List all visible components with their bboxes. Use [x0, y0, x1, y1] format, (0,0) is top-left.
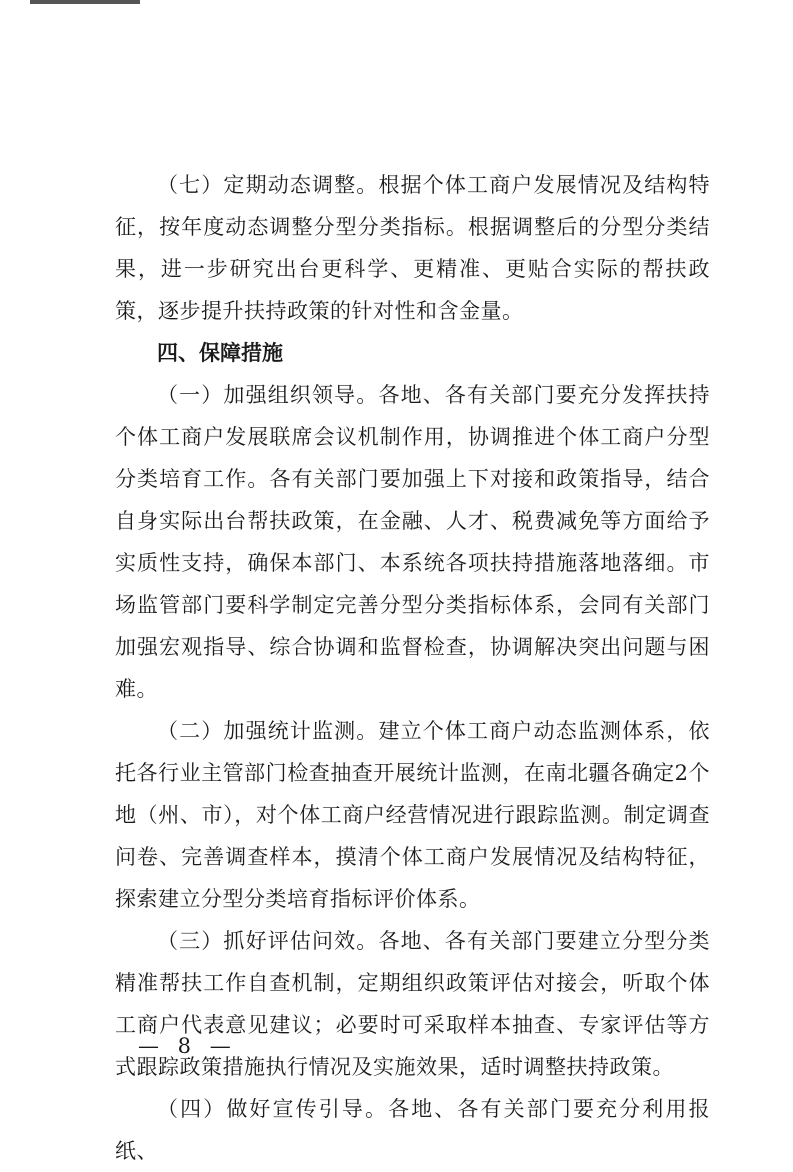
- section-heading: 四、保障措施: [157, 341, 283, 365]
- paragraph-measure-3: [115, 920, 710, 1088]
- paragraph-text: 各地、各有关部门要建立分型分类精准帮扶工作自查机制，定期组织政策评估对接会，听取个体工商户代表意见建议；必要时可采取样本抽查、专家评估等方式跟踪政策措施执行情况及实施效果，适时调整扶持政策。: [115, 929, 711, 1079]
- paragraph-measure-4: [115, 1088, 710, 1172]
- paragraph-text: 建立个体工商户动态监测体系，依托各行业主管部门检查抽查开展统计监测，在南北疆各确定2个地（州、市），对个体工商户经营情况进行跟踪监测。制定调查问卷、完善调查样本，摸清个体工商户发展情况及结构特征，探索建立分型分类培育指标评价体系。: [115, 719, 711, 911]
- paragraph-measure-2: [115, 710, 710, 920]
- paragraph-lead: （七）定期动态调整。: [157, 173, 379, 197]
- paragraph-lead: （四）做好宣传引导。: [157, 1097, 389, 1121]
- paragraph-lead: （一）加强组织领导。: [157, 383, 379, 407]
- top-edge-mark: [30, 0, 140, 4]
- document-body: [115, 164, 710, 1172]
- paragraph-text: 各地、各有关部门要充分发挥扶持个体工商户发展联席会议机制作用，协调推进个体工商户分型分类培育工作。各有关部门要加强上下对接和政策指导，结合自身实际出台帮扶政策，在金融、人才、税费减免等方面给予实质性支持，确保本部门、本系统各项扶持措施落地落细。市场监管部门要科学制定完善分型分类指标体系，会同有关部门加强宏观指导、综合协调和监督检查，协调解决突出问题与困难。: [115, 383, 711, 701]
- paragraph-7: [115, 164, 710, 332]
- page-number: — 8 —: [138, 1034, 237, 1058]
- paragraph-measure-1: [115, 374, 710, 710]
- paragraph-text: 根据个体工商户发展情况及结构特征，按年度动态调整分型分类指标。根据调整后的分型分类结果，进一步研究出台更科学、更精准、更贴合实际的帮扶政策，逐步提升扶持政策的针对性和含金量。: [115, 173, 711, 323]
- paragraph-lead: （三）抓好评估问效。: [157, 929, 379, 953]
- paragraph-text: 各地、各有关部门要充分利用报纸、: [115, 1097, 711, 1163]
- paragraph-lead: （二）加强统计监测。: [157, 719, 379, 743]
